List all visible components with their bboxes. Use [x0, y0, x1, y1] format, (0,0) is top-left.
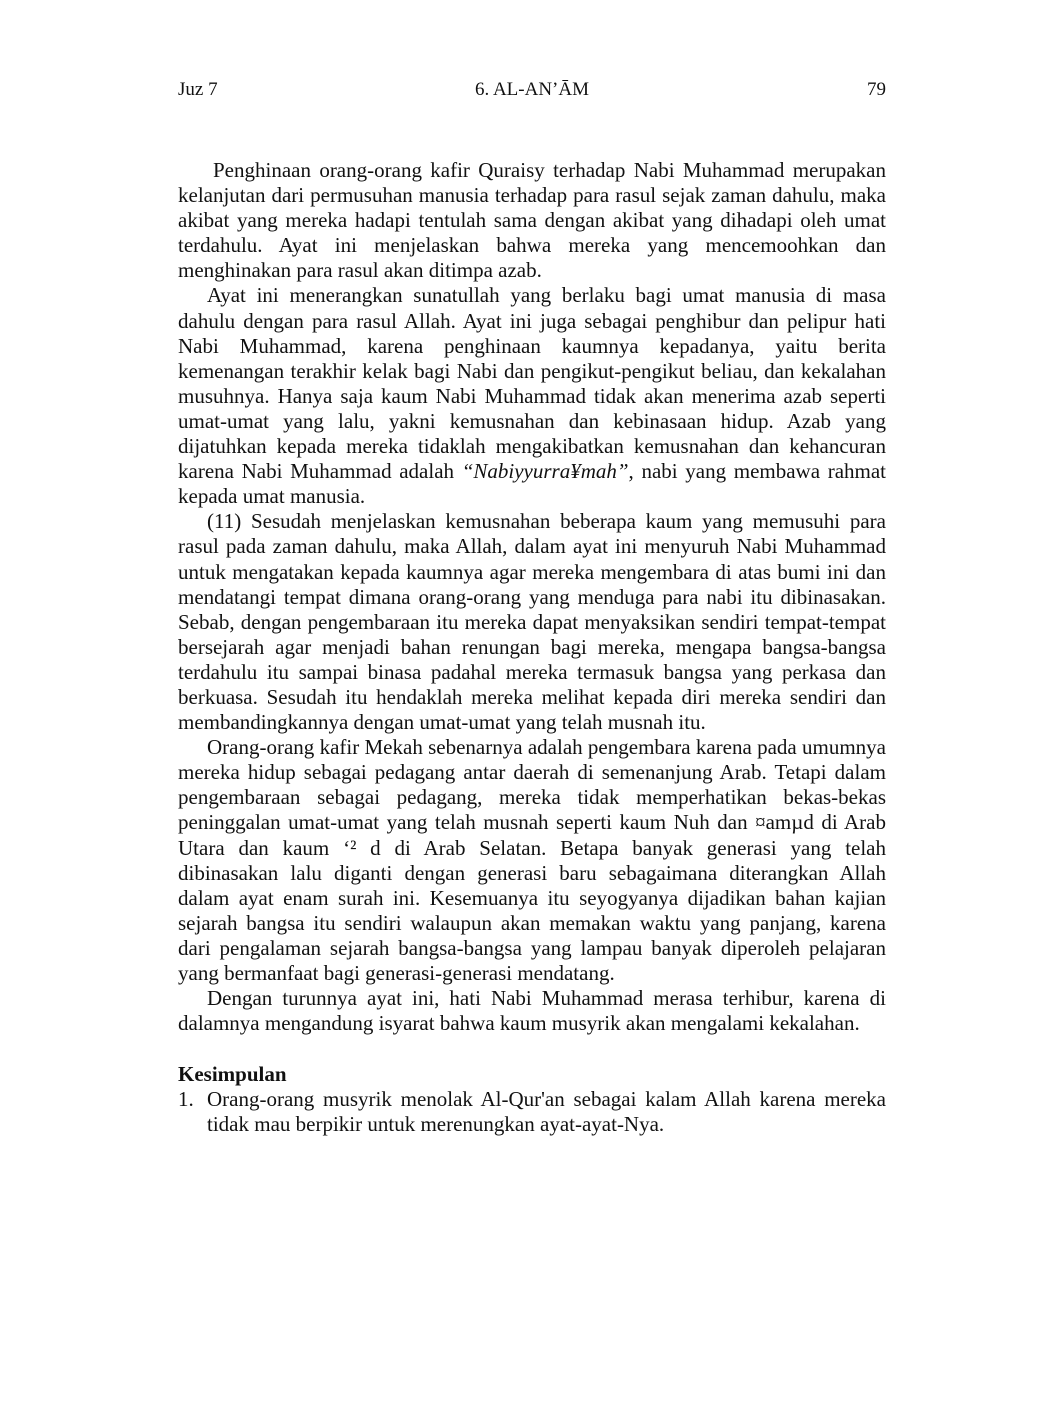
main-text: [178, 158, 886, 1138]
conclusion-heading: Kesimpulan: [178, 1062, 287, 1087]
paragraph-2-end: , nabi yang membawa rahmat kepada umat manusia.: [178, 459, 886, 509]
italic-term: “Nabiyyurra¥mah”: [461, 459, 629, 484]
paragraph-4: Orang-orang kafir Mekah sebenarnya adalah pengembara karena pada umumnya mereka hidup sebagai pedagang antar daerah di semenanjung Arab. Tetapi dalam pengembaraan sebagai pedagang, mereka tidak memperhatikan bekas-bekas peninggalan umat-umat yang telah musnah seperti kaum Nuh dan ¤amµd di Arab Utara dan kaum ‘² d di Arab Selatan. Betapa banyak generasi yang telah dibinasakan lalu diganti dengan generasi baru sebagaimana diterangkan Allah dalam ayat enam surah ini. Kesemuanya itu seyogyanya dijadikan bahan kajian sejarah bangsa itu sendiri walaupun akan memakan waktu yang panjang, karena dari pengalaman sejarah bangsa-bangsa yang lampau banyak diperoleh pelajaran yang bermanfaat bagi generasi-generasi mendatang.: [178, 735, 886, 985]
page-header: [178, 77, 886, 103]
juz-label: Juz 7: [178, 79, 218, 100]
paragraph-2: [178, 283, 886, 509]
list-item-number: 1.: [178, 1087, 194, 1112]
paragraph-1: Penghinaan orang-orang kafir Quraisy terhadap Nabi Muhammad merupakan kelanjutan dari permusuhan manusia terhadap para rasul sejak zaman dahulu, maka akibat yang mereka hadapi tentulah sama dengan akibat yang dihadapi oleh umat terdahulu. Ayat ini menjelaskan bahwa mereka yang mencemoohkan dan menghinakan para rasul akan ditimpa azab.: [178, 158, 886, 283]
list-item-text: Orang-orang musyrik menolak Al-Qur'an sebagai kalam Allah karena mereka tidak mau berpikir untuk merenungkan ayat-ayat-Nya.: [207, 1087, 886, 1137]
conclusion-list: [178, 1087, 886, 1137]
surah-title: 6. AL-AN’ĀM: [475, 79, 589, 100]
list-item: [178, 1087, 886, 1137]
page-number: 79: [867, 79, 886, 100]
paragraph-2-text: Ayat ini menerangkan sunatullah yang berlaku bagi umat manusia di masa dahulu dengan para rasul Allah. Ayat ini juga sebagai penghibur dan pelipur hati Nabi Muhammad, karena penghinaan kaumnya kepadanya, yaitu berita kemenangan terakhir kelak bagi Nabi dan pengikut-pengikut beliau, dan kekalahan musuhnya. Hanya saja kaum Nabi Muhammad tidak akan menerima azab seperti umat-umat yang lalu, yakni kemusnahan dan kebinasaan hidup. Azab yang dijatuhkan kepada mereka tidaklah mengakibatkan kemusnahan dan kehancuran karena Nabi Muhammad adalah: [178, 283, 886, 484]
paragraph-3: (11) Sesudah menjelaskan kemusnahan beberapa kaum yang memusuhi para rasul pada zaman dahulu, maka Allah, dalam ayat ini menyuruh Nabi Muhammad untuk mengatakan kepada kaumnya agar mereka mengembara di atas bumi ini dan mendatangi tempat dimana orang-orang yang menduga para nabi itu dibinasakan. Sebab, dengan pengembaraan itu mereka dapat menyaksikan sendiri tempat-tempat bersejarah agar menjadi bahan renungan bagi mereka, mengapa bangsa-bangsa terdahulu itu sampai binasa padahal mereka termasuk bangsa yang perkasa dan berkuasa. Sesudah itu hendaklah mereka melihat kepada diri mereka sendiri dan membandingkannya dengan umat-umat yang telah musnah itu.: [178, 509, 886, 735]
paragraph-5: Dengan turunnya ayat ini, hati Nabi Muhammad merasa terhibur, karena di dalamnya mengandung isyarat bahwa kaum musyrik akan mengalami kekalahan.: [178, 986, 886, 1036]
